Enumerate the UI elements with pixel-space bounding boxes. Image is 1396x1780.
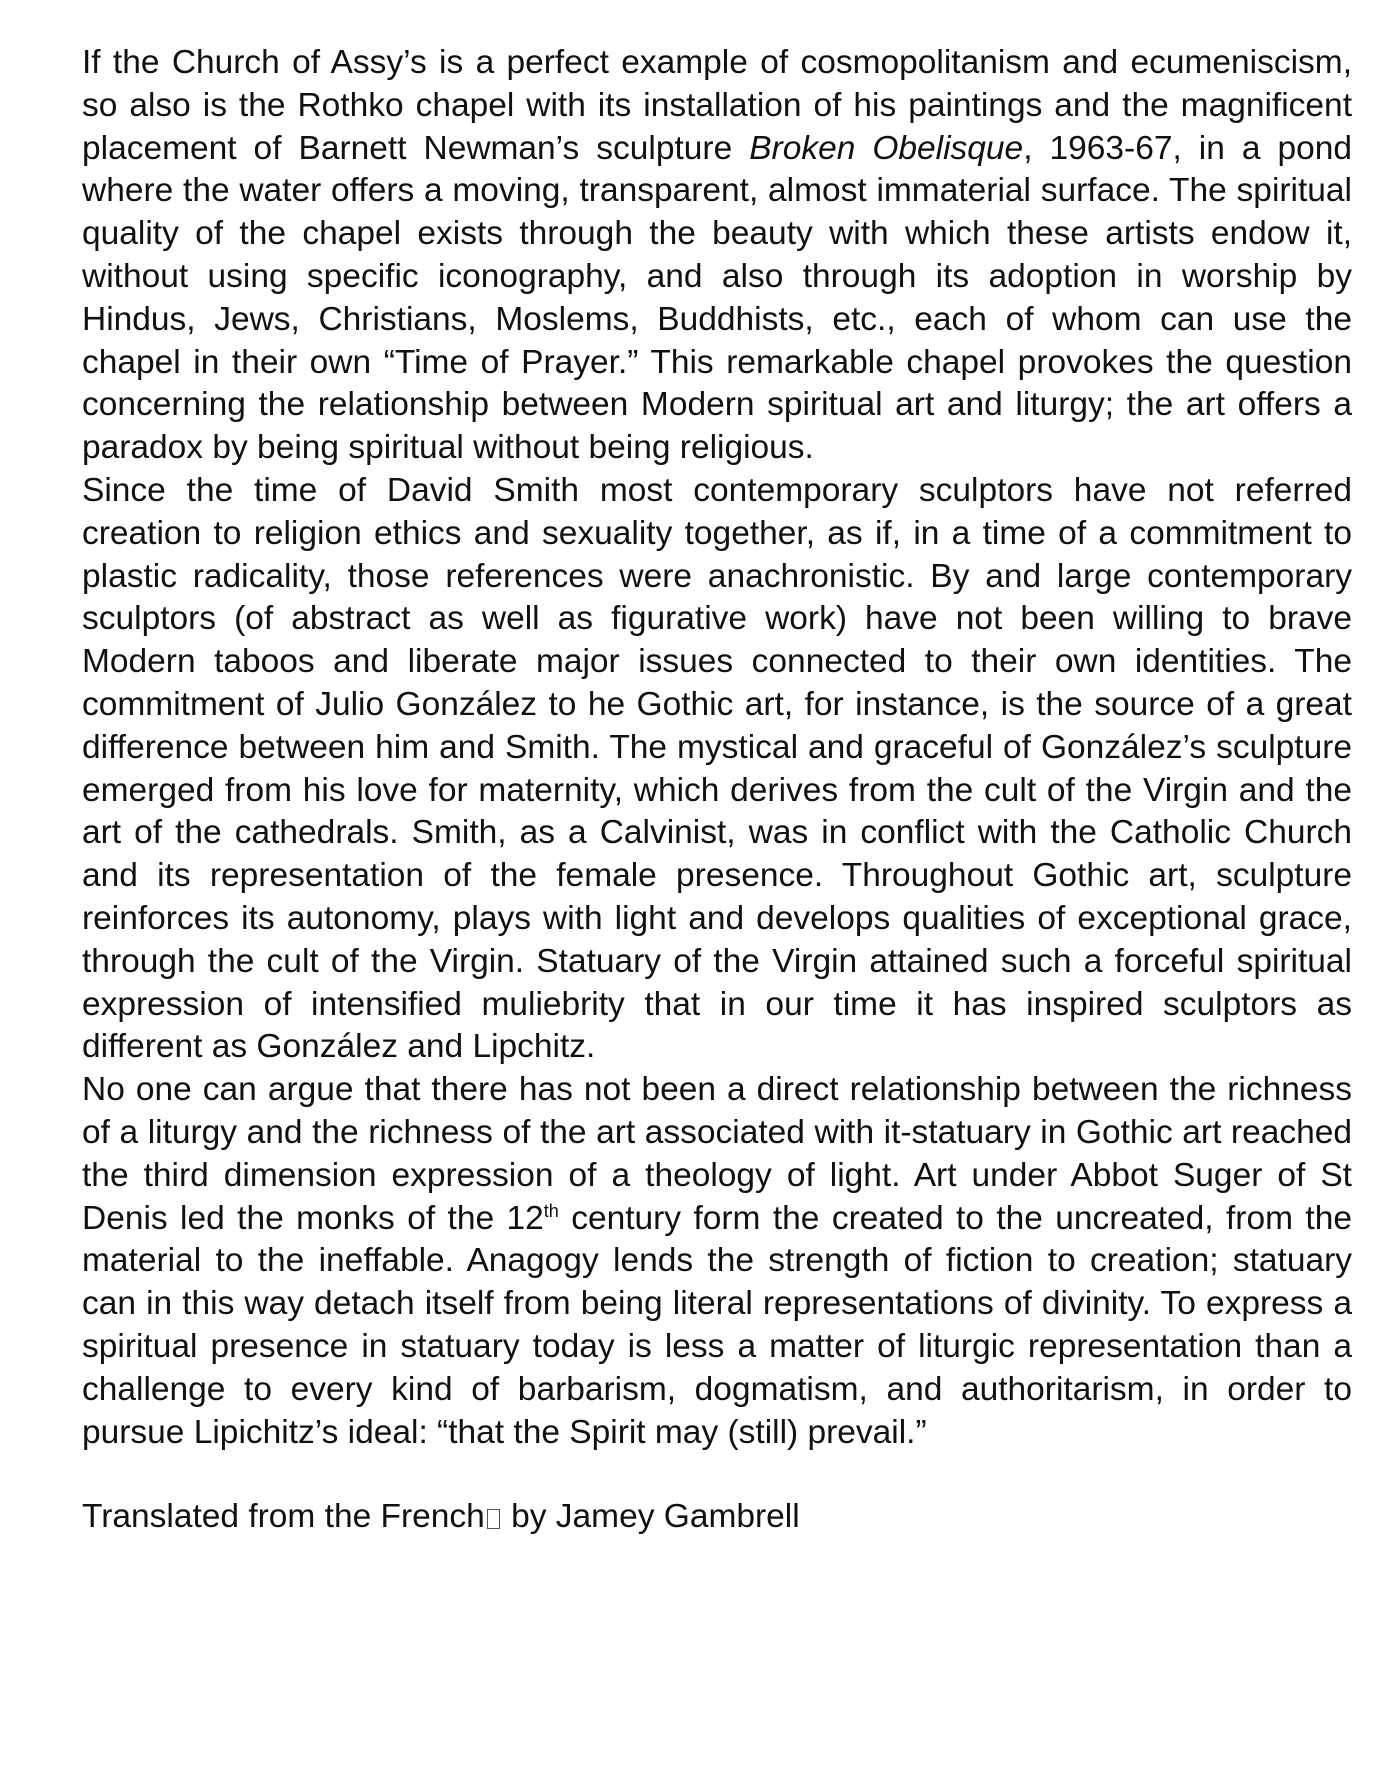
paragraph-1-text-before: If the Church of Assy’s is a perfect example of cosmopolitanism and ecumeniscism, so also is the Rothko chapel with its installation of his paintings and the magnificent placement of Barnett Newman’s sculpture: [82, 44, 1352, 167]
ordinal-superscript: th: [543, 1200, 559, 1221]
document-page: [82, 42, 1352, 1539]
translation-credit: [82, 1496, 1352, 1539]
missing-glyph-icon: [487, 1509, 500, 1529]
credit-suffix: by Jamey Gambrell: [501, 1498, 800, 1536]
paragraph-1-text-after: , 1963-67, in a pond where the water offers a moving, transparent, almost immaterial surface. The spiritual quality of the chapel exists through the beauty with which these artists endow it, without using specific iconography, and also through its adoption in worship by Hindus, Jews, Christians, Moslems, Buddhists, etc., each of whom can use the chapel in their own “Time of Prayer.” This remarkable chapel provokes the question concerning the relationship between Modern spiritual art and liturgy; the art offers a paradox by being spiritual without being religious.: [82, 129, 1352, 467]
paragraph-david-smith: [82, 470, 1352, 1069]
paragraph-rothko-chapel: [82, 42, 1352, 470]
paragraph-3-text-after: century form the created to the uncreated, from the material to the ineffable. Anagogy lends the strength of fiction to creation; statuary can in this way detach itself from being literal representations of divinity. To express a spiritual presence in statuary today is less a matter of liturgic representation than a challenge to every kind of barbarism, dogmatism, and authoritarism, in order to pursue Lipichitz’s ideal: “that the Spirit may (still) prevail.”: [82, 1199, 1352, 1451]
paragraph-2-text: Since the time of David Smith most contemporary sculptors have not referred creation to religion ethics and sexuality together, as if, in a time of a commitment to plastic radicality, those references were anachronistic. By and large contemporary sculptors (of abstract as well as figurative work) have not been willing to brave Modern taboos and liberate major issues connected to their own identities. The commitment of Julio González to he Gothic art, for instance, is the source of a great difference between him and Smith. The mystical and graceful of González’s sculpture emerged from his love for maternity, which derives from the cult of the Virgin and the art of the cathedrals. Smith, as a Calvinist, was in conflict with the Catholic Church and its representation of the female presence. Throughout Gothic art, sculpture reinforces its autonomy, plays with light and develops qualities of exceptional grace, through the cult of the Virgin. Statuary of the Virgin attained such a forceful spiritual expression of intensified muliebrity that in our time it has inspired sculptors as different as González and Lipchitz.: [82, 471, 1352, 1066]
credit-prefix: Translated from the French: [82, 1498, 485, 1536]
artwork-title-broken-obelisque: Broken Obelisque: [749, 129, 1024, 167]
paragraph-liturgy: [82, 1069, 1352, 1454]
paragraph-3-text-before: No one can argue that there has not been a direct relationship between the richness of a liturgy and the richness of the art associated with it-statuary in Gothic art reached the third dimension expression of a theology of light. Art under Abbot Suger of St Denis led the monks of the 12: [82, 1071, 1352, 1237]
